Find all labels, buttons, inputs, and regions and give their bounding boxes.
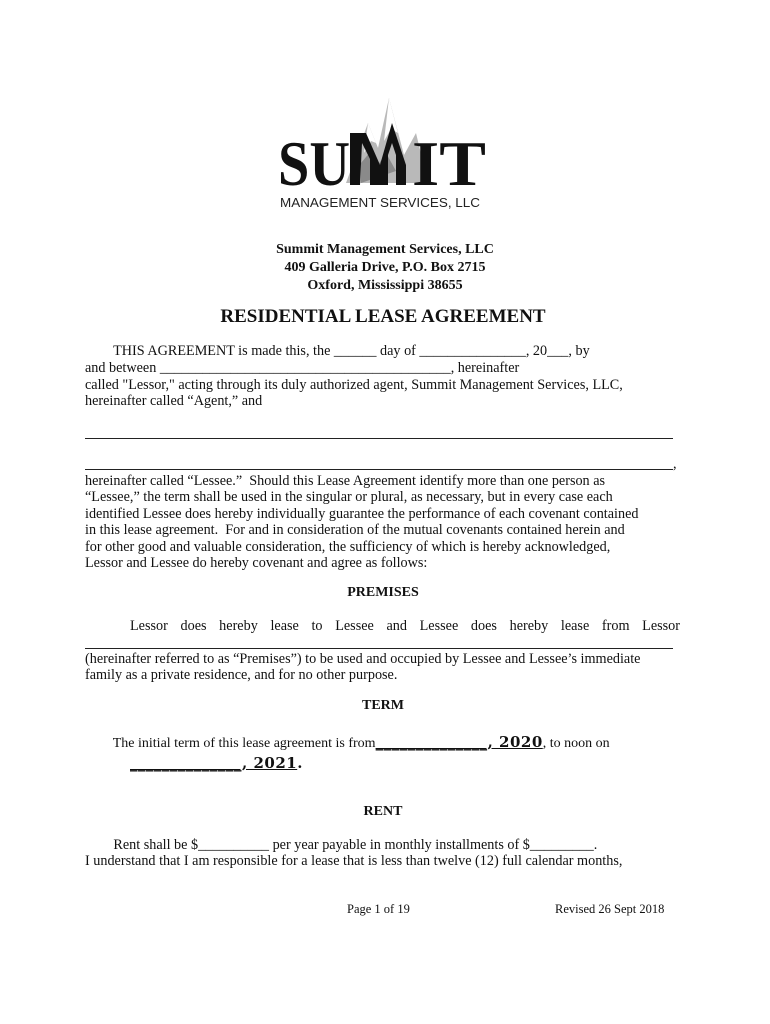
company-name: Summit Management Services, LLC <box>276 242 494 257</box>
term-start-end: , to noon on <box>542 736 610 751</box>
rent-heading: RENT <box>363 804 403 819</box>
svg-text:IT: IT <box>412 128 486 199</box>
intro-line-1: THIS AGREEMENT is made this, the ______ day of _______________, 20___, by <box>85 343 590 359</box>
term-start-text: The initial term of this lease agreement is from <box>85 736 376 751</box>
premises-line-3: family as a private residence, and for no other purpose. <box>85 667 398 683</box>
premises-heading: PREMISES <box>347 585 419 600</box>
intro-line-9: in this lease agreement. For and in consideration of the mutual covenants contained herein and <box>85 522 625 538</box>
lessee-blank-line-2 <box>85 469 673 470</box>
intro-line-8: identified Lessee does hereby individually guarantee the performance of each covenant contained <box>85 506 639 522</box>
premises-line-2: (hereinafter referred to as “Premises”) to be used and occupied by Lessee and Lessee’s immediate <box>85 651 641 667</box>
intro-line-4: hereinafter called “Agent,” and <box>85 393 263 409</box>
term-start-date: ______________, 2020 <box>375 733 543 751</box>
intro-line-7: “Lessee,” the term shall be used in the singular or plural, as necessary, but in every case each <box>85 489 613 505</box>
term-end-period: . <box>297 754 303 772</box>
page-title: RESIDENTIAL LEASE AGREEMENT <box>220 306 546 327</box>
company-street: 409 Galleria Drive, P.O. Box 2715 <box>284 260 486 275</box>
intro-line-2: and between _________________________________________, hereinafter <box>85 360 520 376</box>
logo-subtitle: MANAGEMENT SERVICES, LLC <box>280 196 480 210</box>
premises-blank-line <box>85 648 673 649</box>
page-number: Page 1 of 19 <box>347 902 410 916</box>
intro-line-6: hereinafter called “Lessee.” Should this Lease Agreement identify more than one person as <box>85 473 606 489</box>
intro-line-11: Lessor and Lessee do hereby covenant and agree as follows: <box>85 555 428 571</box>
lessee-comma: , <box>673 456 677 472</box>
premises-line-1: Lessor does hereby lease to Lessee and Lessee does hereby lease from Lessor <box>130 618 680 634</box>
term-end-date: ______________, 2021 <box>130 754 298 772</box>
term-line-1 <box>85 734 610 752</box>
intro-line-3: called "Lessor," acting through its duly authorized agent, Summit Management Services, LLC, <box>85 377 623 393</box>
term-heading: TERM <box>362 698 404 713</box>
rent-line-1: Rent shall be $__________ per year payable in monthly installments of $_________. <box>85 837 598 853</box>
intro-line-10: for other good and valuable consideration, the sufficiency of which is hereby acknowledged, <box>85 539 611 555</box>
lessee-blank-line-1 <box>85 438 673 439</box>
revision-date: Revised 26 Sept 2018 <box>555 902 665 916</box>
rent-line-2: I understand that I am responsible for a lease that is less than twelve (12) full calendar months, <box>85 853 623 869</box>
summit-logo <box>276 93 490 218</box>
term-line-2 <box>130 755 303 772</box>
company-city: Oxford, Mississippi 38655 <box>307 278 463 293</box>
svg-text:SU: SU <box>278 128 350 199</box>
